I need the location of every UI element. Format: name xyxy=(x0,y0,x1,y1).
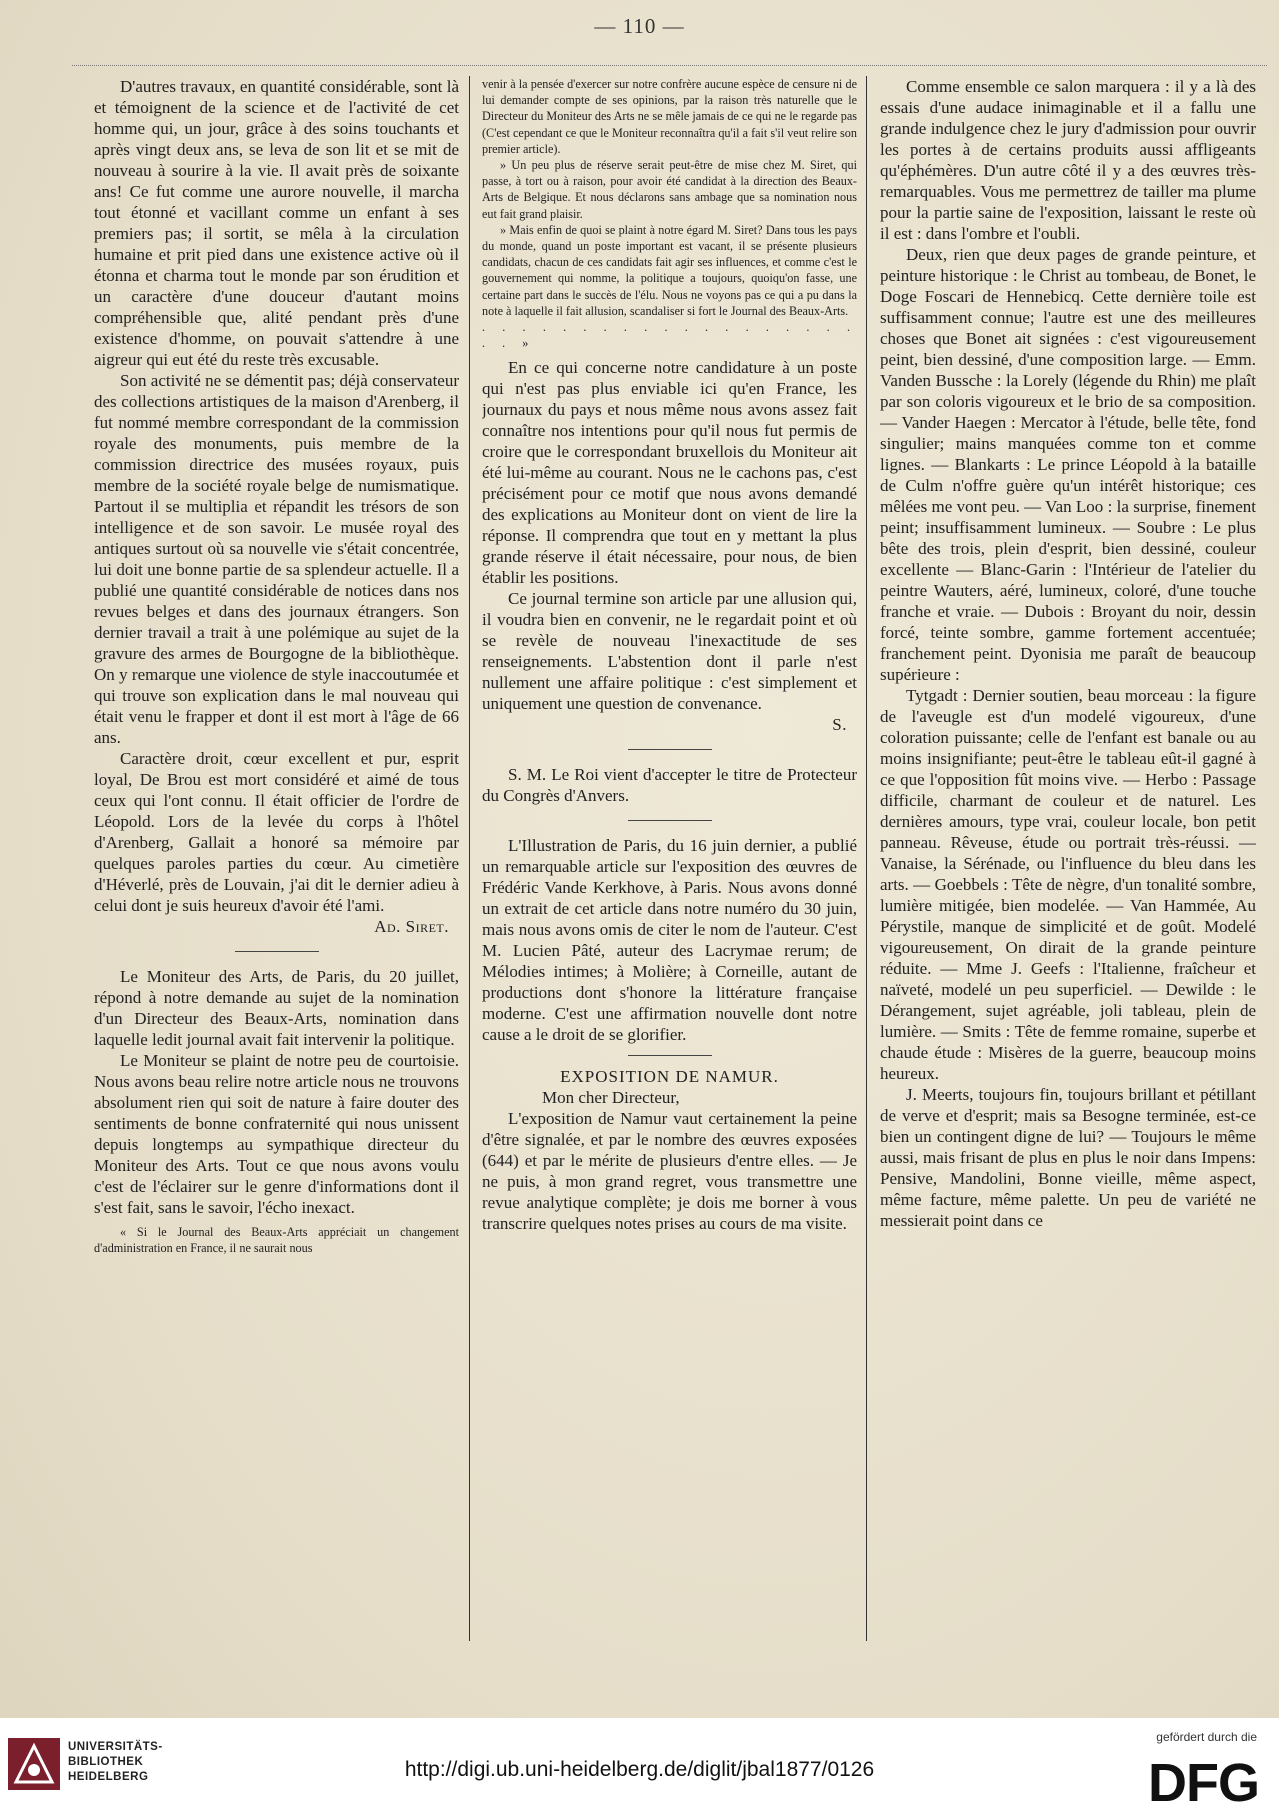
header-rule xyxy=(72,65,1267,66)
separator-rule xyxy=(235,951,319,952)
column-2 xyxy=(482,76,857,1628)
column-1 xyxy=(94,76,459,1628)
footer-bar xyxy=(0,1718,1279,1818)
salutation: Mon cher Directeur, xyxy=(542,1088,680,1108)
paragraph: L'exposition de Namur vaut certainement la peine d'être signalée, et par le nombre des œuvres exposées (644) et par le mérite de plusieurs d'entre elles. — Je ne puis, à mon grand regret, vous transmettre une revue analytique complète; je dois me borner à vous transcrire quelques notes prises au cours de ma visite. xyxy=(482,1109,857,1234)
paragraph: L'Illustration de Paris, du 16 juin dernier, a publié un remarquable article sur l'exposition des œuvres de Frédéric Vande Kerkhove, à Paris. Nous avons donné un extrait de cet article dans notre numéro du 30 juin, mais nous avons omis de citer le nom de l'auteur. C'est M. Lucien Pâté, auteur des Lacrymae rerum; de Mélodies intimes; à Molière; à Corneille, autant de productions dont s'honore la littérature française moderne. C'est une affirmation nouvelle dont notre cause a le droit de se glorifier. xyxy=(482,836,857,1045)
paragraph: Caractère droit, cœur excellent et pur, esprit loyal, De Brou est mort considéré et aimé de tous ceux qui l'ont connu. Il était officier de l'ordre de Léopold. Lors de la levée du corps à l'hôtel d'Arenberg, Gallait a honoré sa mémoire par quelques paroles parties du cœur. Au cimetière d'Héverlé, près de Louvain, j'ai dit le dernier adieu à celui dont je suis heureux d'avoir été l'ami. xyxy=(94,749,459,915)
paragraph: Ce journal termine son article par une allusion qui, il voudra bien en convenir, ne le regardait point et où se revèle de nouveau l'inexactitude de ses renseignements. L'abstention dont il parle n'est nullement une affaire politique : c'est simplement et uniquement une question de convenance. xyxy=(482,589,857,714)
quote-paragraph: » Mais enfin de quoi se plaint à notre égard M. Siret? Dans tous les pays du monde, quand un poste important est vacant, il se présente plusieurs candidats, chacun de ces candidats fait agir ses influences, et comme c'est le gouvernement qui nomme, la politique a toujours, quoiqu'on fasse, une certaine part dans le succès de l'élu. Nous ne voyons pas ce qui a pu dans la note à laquelle il fait allusion, scandaliser si fort le Journal des Beaux-Arts. xyxy=(482,222,857,318)
column-rule xyxy=(866,76,867,1641)
paragraph: Le Moniteur des Arts, de Paris, du 20 juillet, répond à notre demande au sujet de la nomination d'un Directeur des Beaux-Arts, nomination dans laquelle ledit journal avait fait intervenir la politique. xyxy=(94,967,459,1049)
signature: S. xyxy=(832,715,847,735)
paragraph: En ce qui concerne notre candidature à un poste qui n'est pas plus enviable ici qu'en France, les journaux du pays et nous même nous avons assez fait connaître nos intentions pour qu'il nous fut permis de croire que le correspondant bruxellois du Moniteur ait été lui-même au courant. Nous ne le cachons pas, c'est précisément pour ce motif que nous avons demandé des explications au Moniteur dont on vient de lire la réponse. Il comprendra que tout en y mettant la plus grande réserve il était nécessaire, pour nous, de bien établir les positions. xyxy=(482,358,857,588)
library-line: UNIVERSITÄTS- xyxy=(68,1741,163,1753)
separator-rule xyxy=(628,820,712,821)
paragraph: Tytgadt : Dernier soutien, beau morceau : la figure de l'aveugle est d'un modelé vigoureux, d'une coloration puissante; celle de l'enfant est banale ou au moins insignifiante; peut-être le tableau eût-il gagné à ce que l'opposition fût moins vive. — Herbo : Passage difficile, charmant de couleur et de naturel. Les dernières amours, type vrai, couleur locale, bon petit panneau. Rêveuse, étude ou portrait très-réussi. — Vanaise, la Sérénade, ou l'influence du bleu dans les arts. — Goebbels : Tête de nègre, d'un tonalité sombre, lumière mitigée, bien modelée. — Van Hammée, Au Pérystile, manque de simplicité et de goût. Modelé vigoureusement, On dirait de la grande peinture réduite. — Mme J. Geefs : l'Italienne, fraîcheur et naïveté, modelé un peu superficiel. — Dewilde : le Dérangement, sujet agréable, joli tableau, plein de lumière. — Smits : Tête de femme romaine, superbe et chaude étude : Misères de la guerre, beaucoup moins heureux. xyxy=(880,686,1256,1083)
library-line: HEIDELBERG xyxy=(68,1771,149,1783)
column-rule xyxy=(469,76,470,1641)
paragraph: D'autres travaux, en quantité considérable, sont là et témoignent de la science et de l'activité de cet homme qui, un jour, grâce à des soins touchants et après vingt deux ans, se leva de son lit et se mit de nouveau à sourire à la vie. Il avait près de soixante ans! Ce fut comme une aurore nouvelle, il marcha tout étonné et vacillant comme un enfant à ses premiers pas; il sortit, se mêla à la circulation humaine et prit pied dans une existence active où il étonna et charma tout le monde par son érudition et un caractère d'une douceur d'autant moins compréhensible que, alité pendant près d'une existence d'homme, on pouvait s'attendre à une aigreur qui eut été du reste très excusable. xyxy=(94,77,459,369)
paragraph: Le Moniteur se plaint de notre peu de courtoisie. Nous avons beau relire notre article nous ne trouvons absolument rien qui soit de nature à faire douter des sentiments de bonne confraternité qui nous unissent depuis longtemps au sympathique directeur du Moniteur des Arts. Tout ce que nous avons voulu c'est de l'éclairer sur le genre d'informations dont il s'est fait, sans le savoir, l'écho inexact. xyxy=(94,1051,459,1217)
paragraph: Son activité ne se démentit pas; déjà conservateur des collections artistiques de la maison d'Arenberg, il fut nommé membre correspondant de la commission royale des monuments, puis membre de la commission directrice des musées royaux, puis membre de la société royale belge de numismatique. Partout il se multiplia et répandit les trésors de son intelligence et de son savoir. Le musée royal des antiques surtout où sa nouvelle vie s'était concentrée, lui doit une bonne partie de sa splendeur actuelle. Il a publié une quantité considérable de notices dans nos revues belges et dans des journaux étrangers. Son dernier travail a trait à une polémique au sujet de la gravure des armes de Bourgogne de la bibliothèque. On y remarque une violence de style inaccoutumée et qui trouve son explication dans le mal nouveau qui était venu le frapper et dont il est mort à l'âge de 66 ans. xyxy=(94,371,459,747)
signature: Ad. Siret. xyxy=(374,917,449,936)
page-number: — 110 — xyxy=(594,14,685,38)
quote-paragraph: » Un peu plus de réserve serait peut-être de mise chez M. Siret, qui passe, à tort ou à raison, pour avoir été candidat à la direction des Beaux-Arts de Belgique. Et nous déclarons sans ambage que sa nomination nous eut fait grand plaisir. xyxy=(482,158,857,221)
funding-note: gefördert durch die xyxy=(1156,1730,1257,1744)
paragraph: Deux, rien que deux pages de grande peinture, et peinture historique : le Christ au tombeau, de Bonet, le Doge Foscari de Hennebicq. Cette dernière toile est suffisamment connue; l'autre est une des meilleures choses que Bonet ait signées : c'est vigoureusement peint, bien dessiné, d'une composition large. — Emm. Vanden Bussche : la Lorely (légende du Rhin) me plaît par son coloris vigoureux et le brio de sa composition. — Vander Haegen : Mercator à l'étude, belle tête, fond singulier; mains manquées comme ton et comme lignes. — Blankarts : Le prince Léopold à la bataille de Culm n'offre guère qu'un intérêt historique; ces mêlées me vont peu. — Van Loo : la surprise, finement peint; insuffisamment lumineux. — Soubre : Le plus bête des trois, plein d'esprit, bien dessiné, couleur excellente — Blanc-Garin : l'Intérieur de l'atelier du peintre Wauters, aéré, lumineux, coloré, d'une touche franche et vraie. — Dubois : Broyant du noir, dessin forcé, teinte sombre, gamme fortement accentuée; franchement peint. Dyonisia me paraît de beaucoup supérieure : xyxy=(880,245,1256,684)
paragraph: Comme ensemble ce salon marquera : il y a là des essais d'une audace inimaginable et il a fallu une grande indulgence chez le jury d'admission pour ouvrir les portes à de certains produits aussi affligeants qu'éphémères. D'un autre côté il y a des œuvres très-remarquables. Vous me permettrez de tailler ma plume pour la partie saine de l'exposition, laissant le reste où il est : dans l'ombre et l'oubli. xyxy=(880,77,1256,243)
paragraph: J. Meerts, toujours fin, toujours brillant et pétillant de verve et d'esprit; mais sa Besogne terminée, est-ce bien un contingent digne de lui? — Toujours le même aussi, mais frisant de plus en plus le noir dans Impens: Pensive, Mandolini, Bonne vieille, même aspect, même facture, même palette. Un peu de variété ne messierait point dans ce xyxy=(880,1085,1256,1230)
quote-paragraph: venir à la pensée d'exercer sur notre confrère aucune espèce de censure ni de lui demander compte de ses opinions, par la raison très naturelle que le Directeur du Moniteur des Arts ne se mêle jamais de ce qui ne le regarde pas (C'est cependant ce que le Moniteur reconnaîtra qu'il a fait s'il veut relire son premier article). xyxy=(482,77,857,156)
source-url-link[interactable]: http://digi.ub.uni-heidelberg.de/diglit/jbal1877/0126 xyxy=(404,1758,875,1781)
dfg-logo[interactable]: DFG xyxy=(1148,1753,1259,1813)
column-3 xyxy=(880,76,1256,1628)
library-line: BIBLIOTHEK xyxy=(68,1756,144,1768)
quote-paragraph: « Si le Journal des Beaux-Arts appréciait un changement d'administration en France, il ne saurait nous xyxy=(94,1225,459,1256)
paragraph: S. M. Le Roi vient d'accepter le titre de Protecteur du Congrès d'Anvers. xyxy=(482,765,857,806)
separator-rule xyxy=(628,749,712,750)
section-title: EXPOSITION DE NAMUR. xyxy=(560,1067,779,1087)
quote-ellipsis: . . . . . . . . . . . . . . . . . . . . . » xyxy=(482,320,857,351)
separator-rule xyxy=(628,1055,712,1056)
